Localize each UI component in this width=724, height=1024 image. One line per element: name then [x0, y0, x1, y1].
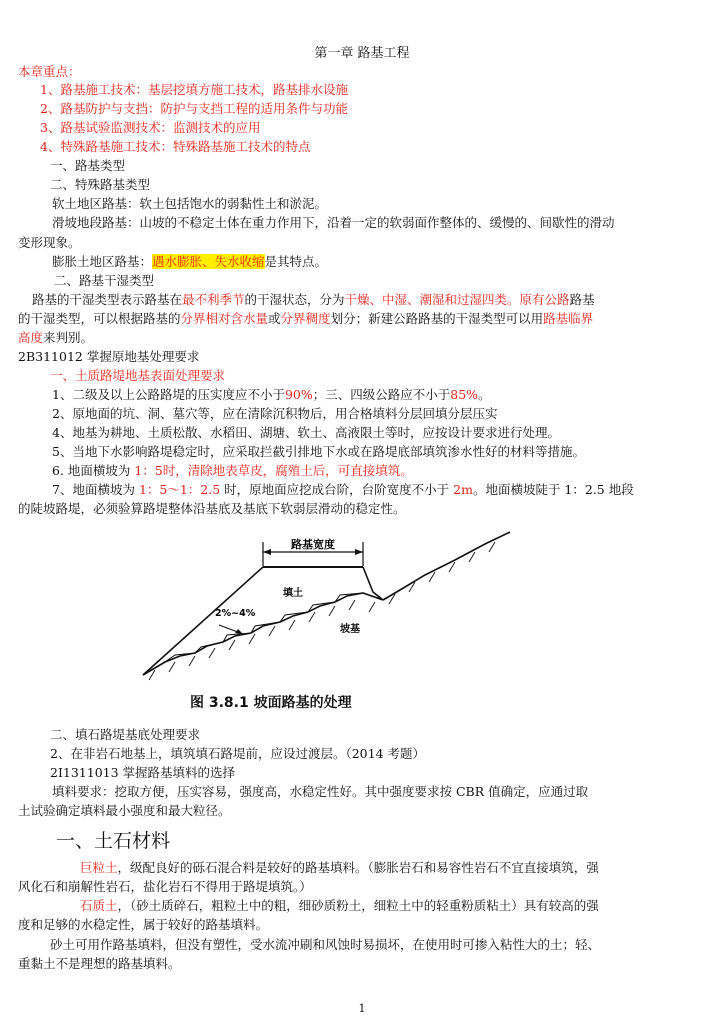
fill-requirement-1: 填料要求：挖取方便，压实容易，强度高，水稳定性好。其中强度要求按 CBR 值确定，应通过取 — [52, 784, 589, 799]
red-text: 分界相对含水量 — [180, 311, 269, 326]
text: 或 — [268, 311, 281, 326]
code-heading-2: 2I1311013 掌握路基填料的选择 — [50, 765, 236, 780]
subheading-soil-embankment: 一、土质路堤地基表面处理要求 — [50, 368, 226, 383]
fill-requirement-2: 土试验确定填料最小强度和最大粒径。 — [18, 803, 231, 818]
text: 划分；新建公路路基的干湿类型可以用 — [330, 311, 544, 326]
red-text: 石质土 — [80, 898, 118, 913]
red-text: 1：5时，清除地表草皮，腐殖土后，可直接填筑。 — [134, 463, 413, 478]
label-fill: 填土 — [283, 588, 303, 599]
red-text: 干燥、中湿、潮湿和过湿四类。原有公路 — [344, 292, 570, 307]
text: 6. 地面横坡为 — [52, 463, 135, 478]
para-stony-soil — [80, 898, 724, 914]
section-heading-earth-stone: 一、土石材料 — [56, 830, 171, 852]
red-text: 高度 — [18, 330, 44, 345]
key-point-4: 4、特殊路基施工技术：特殊路基施工技术的特点 — [40, 139, 311, 154]
red-text: 路基临界 — [543, 311, 594, 326]
para-landslide-2: 变形现象。 — [18, 235, 81, 250]
highlight-text: 遇水膨胀、失水收缩 — [152, 254, 265, 269]
para-stony-soil-2: 度和足够的水稳定性，属于较好的路基填料。 — [18, 917, 269, 932]
text: 的干湿状态，分为 — [244, 292, 345, 307]
text: ，（砂土质碎石，粗粒土中的粗，细砂质粉土，细粒土中的轻重粉质粘土）具有较高的强 — [117, 898, 599, 913]
text: 是其特点。 — [264, 254, 328, 269]
text: 时，原地面应挖成台阶，台阶宽度不小于 — [220, 482, 454, 497]
embankment-diagram — [135, 530, 525, 685]
arrow-head — [355, 549, 363, 555]
section-special-types: 二、特殊路基类型 — [50, 177, 151, 192]
page-number: 1 — [358, 1002, 366, 1015]
req-5: 5、当地下水影响路堤稳定时，应采取拦截引排地下水或在路堤底部填筑渗水性好的材料等措施。 — [52, 444, 585, 459]
req-1 — [52, 387, 724, 403]
para-sand: 砂土可用作路基填料，但没有塑性，受水流冲刷和风蚀时易损坏，在使用时可掺入粘性大的土；轻、 — [50, 937, 601, 952]
para-boulder-soil-2: 风化石和崩解性岩石，盐化岩石不得用于路堤填筑。） — [18, 879, 312, 894]
text: ；三、四级公路应不小于 — [312, 387, 451, 402]
para-expansive-soil — [52, 254, 724, 270]
arrow-head — [235, 629, 243, 634]
section-dry-wet: 二、路基干湿类型 — [54, 273, 155, 288]
red-text: 分界稠度 — [280, 311, 331, 326]
key-point-2: 2、路基防护与支挡：防护与支挡工程的适用条件与功能 — [40, 101, 348, 116]
figure-caption: 图 3.8.1 坡面路基的处理 — [190, 695, 352, 711]
key-point-3: 3、路基试验监测技术：监测技术的应用 — [40, 120, 261, 135]
para-dry-wet-3 — [18, 330, 724, 346]
text: 路基的干湿类型表示路基在 — [32, 292, 183, 307]
key-points-heading: 本章重点： — [18, 64, 81, 79]
req-7 — [52, 482, 724, 498]
para-landslide-1: 滑坡地段路基：山坡的不稳定土体在重力作用下，沿着一定的软弱面作整体的、缓慢的、间歇性的滑动 — [52, 215, 615, 230]
req-6 — [52, 463, 724, 479]
ground-hatching — [149, 542, 495, 680]
red-text: 2m — [453, 482, 473, 497]
para-boulder-soil — [80, 860, 724, 876]
req-4: 4、地基为耕地、土质松散、水稻田、湖塘、软土、高液限土等时，应按设计要求进行处理。 — [52, 425, 560, 440]
text: 路基 — [569, 292, 595, 307]
text: ，级配良好的砾石混合料是较好的路基填料。（膨胀岩石和易容性岩石不宜直接填筑，强 — [117, 860, 599, 875]
label-base: 坡基 — [340, 624, 360, 635]
label-slope: 2%~4% — [215, 608, 256, 619]
para-dry-wet-2 — [18, 311, 724, 327]
red-text: 1：5～1：2.5 — [138, 482, 221, 497]
page-title: 第一章 路基工程 — [314, 46, 410, 61]
req-2: 2、原地面的坑、洞、墓穴等，应在清除沉积物后，用合格填料分层回填分层压实 — [52, 406, 498, 421]
rock-req-2: 2、在非岩石地基上，填筑填石路堤前，应设过渡层。（2014 考题） — [50, 746, 425, 761]
text: 1、二级及以上公路路堤的压实度应不小于 — [52, 387, 285, 402]
label-road-width: 路基宽度 — [291, 538, 335, 551]
text: 来判别。 — [43, 330, 94, 345]
left-slope — [143, 567, 263, 675]
text: 。地面横坡陡于 1：2.5 地段 — [472, 482, 634, 497]
text: 的干湿类型，可以根据路基的 — [18, 311, 181, 326]
red-text: 85% — [450, 387, 479, 402]
right-slope — [363, 567, 383, 600]
para-sand-2: 重黏土不是理想的路基填料。 — [18, 956, 181, 971]
text: 膨胀土地区路基： — [52, 254, 153, 269]
text: 7、地面横坡为 — [52, 482, 139, 497]
key-point-1: 1、路基施工技术：基层挖填方施工技术，路基排水设施 — [40, 82, 348, 97]
text: 。 — [478, 387, 491, 402]
section-road-types: 一、路基类型 — [50, 158, 126, 173]
arrow-head — [263, 549, 271, 555]
red-text: 90% — [284, 387, 313, 402]
para-soft-soil: 软土地区路基：软土包括饱水的弱黏性土和淤泥。 — [52, 196, 328, 211]
subheading-rock-embankment: 二、填石路堤基底处理要求 — [50, 727, 201, 742]
red-text: 最不利季节 — [182, 292, 245, 307]
code-heading-1: 2B311012 掌握原地基处理要求 — [18, 349, 200, 364]
red-text: 巨粒土 — [80, 860, 118, 875]
req-7-cont: 的陡坡路堤，必须验算路堤整体沿基底及基底下软弱层滑动的稳定性。 — [18, 501, 406, 516]
para-dry-wet-1 — [32, 292, 724, 308]
ground-line — [383, 532, 510, 600]
